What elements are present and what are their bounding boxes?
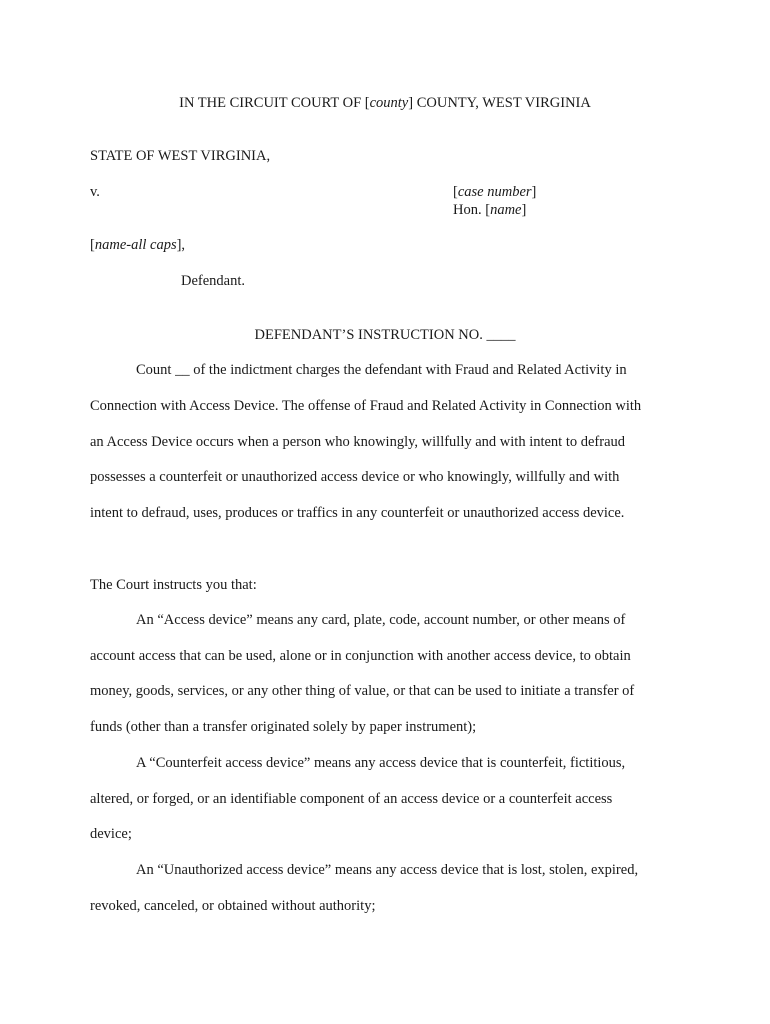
- caption-prefix: IN THE CIRCUIT COURT OF [: [179, 95, 370, 111]
- bracket-close: ]: [521, 202, 527, 218]
- versus-label: v.: [90, 184, 100, 200]
- definition-line: funds (other than a transfer originated solely by paper instrument);: [90, 719, 477, 735]
- bracket-open: [: [90, 237, 95, 253]
- instruction-title: DEFENDANT’S INSTRUCTION NO. ____: [254, 327, 516, 343]
- definition-line: An “Access device” means any card, plate, code, account number, or other means of: [136, 612, 626, 628]
- defendant-name-placeholder: [90, 236, 185, 254]
- judge-placeholder: [453, 201, 526, 219]
- definition-line: An “Unauthorized access device” means any access device that is lost, stolen, expired,: [136, 862, 639, 878]
- case-number-placeholder: [453, 183, 536, 201]
- plaintiff-name: STATE OF WEST VIRGINIA,: [90, 148, 271, 164]
- paragraph-line: possesses a counterfeit or unauthorized access device or who knowingly, willfully and with: [90, 469, 620, 485]
- bracket-close: ]: [531, 184, 537, 200]
- paragraph-line: intent to defraud, uses, produces or traffics in any counterfeit or unauthorized access device.: [90, 505, 625, 521]
- paragraph-line: Count __ of the indictment charges the defendant with Fraud and Related Activity in: [136, 362, 627, 378]
- judge-name-text: name: [490, 202, 522, 218]
- bracket-open: [: [453, 184, 458, 200]
- definition-line: money, goods, services, or any other thing of value, or that can be used to initiate a transfer of: [90, 683, 635, 699]
- paragraph-line: an Access Device occurs when a person who knowingly, willfully and with intent to defraud: [90, 434, 626, 450]
- definition-line: altered, or forged, or an identifiable component of an access device or a counterfeit access: [90, 791, 613, 807]
- defendant-label: Defendant.: [181, 273, 246, 289]
- case-number-text: case number: [457, 184, 532, 200]
- definition-line: A “Counterfeit access device” means any access device that is counterfeit, fictitious,: [136, 755, 626, 771]
- court-caption: [0, 94, 770, 112]
- definition-line: revoked, canceled, or obtained without authority;: [90, 898, 376, 914]
- court-instructs-heading: The Court instructs you that:: [90, 577, 257, 593]
- county-placeholder: county: [369, 95, 409, 111]
- paragraph-line: Connection with Access Device. The offense of Fraud and Related Activity in Connection with: [90, 398, 642, 414]
- definition-line: account access that can be used, alone or in conjunction with another access device, to obtain: [90, 648, 631, 664]
- judge-prefix: Hon. [: [453, 202, 491, 218]
- bracket-close: ],: [176, 237, 186, 253]
- defendant-name-text: name-all caps: [94, 237, 177, 253]
- definition-line: device;: [90, 826, 132, 842]
- caption-suffix: ] COUNTY, WEST VIRGINIA: [408, 95, 591, 111]
